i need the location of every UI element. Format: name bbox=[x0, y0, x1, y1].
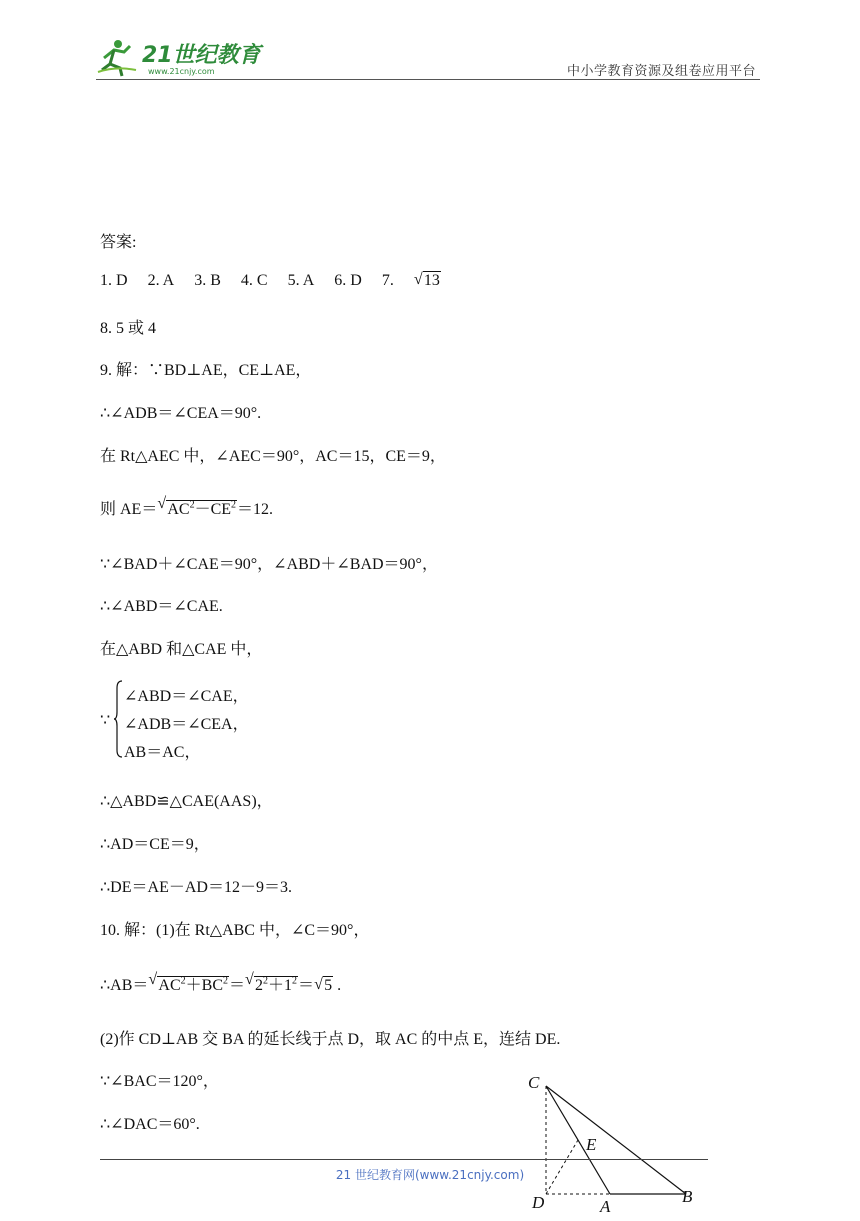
svg-text:21世纪教育: 21世纪教育 bbox=[142, 43, 261, 68]
system-row-2: ∠ADB＝∠CEA， bbox=[124, 716, 249, 733]
answer-8: 8. 5 或 4 bbox=[100, 320, 157, 337]
q10-line-2: ∴AB＝ √ $AC^2+BC^2=$ √ $2^2+1^2=$ √ 5 . bbox=[100, 971, 342, 994]
runner-icon bbox=[98, 40, 136, 76]
header-divider bbox=[96, 79, 760, 80]
answer-list bbox=[100, 272, 473, 290]
answer-7: 7. √ 13 bbox=[382, 272, 473, 289]
answer-2: 2. A bbox=[147, 272, 175, 289]
footer-link[interactable]: 21 世纪教育网(www.21cnjy.com) bbox=[335, 1168, 525, 1182]
geometry-figure bbox=[522, 1066, 712, 1216]
label-d: D bbox=[532, 1193, 545, 1212]
answer-1: 1. D bbox=[100, 272, 128, 289]
q9-line-3: 在 Rt△AEC 中，∠AEC＝90°，AC＝15，CE＝9， bbox=[100, 448, 446, 465]
answers-title: 答案: bbox=[100, 234, 137, 251]
q10-line-3: (2)作 CD⊥AB 交 BA 的延长线于点 D，取 AC 的中点 E，连结 DE. bbox=[100, 1031, 561, 1048]
q10-line-5: ∴∠DAC＝60°. bbox=[100, 1116, 200, 1133]
sqrt-13: √ 13 bbox=[413, 271, 440, 289]
q10-line-1: 10. 解：(1)在 Rt△ABC 中，∠C＝90°， bbox=[100, 922, 370, 939]
system-row-3: AB＝AC， bbox=[124, 744, 201, 761]
svg-text:www.21cnjy.com: www.21cnjy.com bbox=[148, 67, 215, 76]
answer-5: 5. A bbox=[287, 272, 315, 289]
q9-line-2: ∴∠ADB＝∠CEA＝90°. bbox=[100, 405, 262, 422]
sqrt-ac-ce: √ $AC^2-CE^2$ bbox=[157, 495, 237, 518]
q9-line-9: ∴AD＝CE＝9， bbox=[100, 836, 210, 853]
sqrt-ac-bc: √ $AC^2+BC^2$ bbox=[148, 971, 229, 994]
answer-6: 6. D bbox=[334, 272, 362, 289]
because-symbol: ∵ bbox=[100, 712, 111, 729]
q9-line-6: ∴∠ABD＝∠CAE. bbox=[100, 598, 223, 615]
q10-line-4: ∵∠BAC＝120°， bbox=[100, 1073, 219, 1090]
q9-line-8: ∴△ABD≌△CAE(AAS)， bbox=[100, 793, 273, 810]
q9-line-5: ∵∠BAD＋∠CAE＝90°，∠ABD＋∠BAD＝90°， bbox=[100, 556, 438, 573]
system-row-1: ∠ABD＝∠CAE， bbox=[124, 688, 249, 705]
q9-line-10: ∴DE＝AE－AD＝12－9＝3. bbox=[100, 879, 292, 896]
footer-divider bbox=[100, 1159, 708, 1160]
sqrt-2-1: √ $2^2+1^2$ bbox=[245, 971, 298, 994]
label-c: C bbox=[528, 1073, 540, 1092]
answer-4: 4. C bbox=[240, 272, 268, 289]
header-platform-text: 中小学教育资源及组卷应用平台 bbox=[566, 64, 756, 79]
label-a: A bbox=[600, 1197, 611, 1216]
site-logo bbox=[96, 36, 266, 80]
label-e: E bbox=[586, 1135, 597, 1154]
q9-line-7: 在△ABD 和△CAE 中， bbox=[100, 641, 263, 658]
answer-3: 3. B bbox=[194, 272, 221, 289]
label-b: B bbox=[682, 1187, 693, 1206]
left-brace-icon bbox=[113, 680, 123, 758]
q9-line-4: 则 AE＝ √ $AC^2-CE^2=12$. bbox=[100, 495, 274, 518]
q9-line-1: 9. 解：∵BD⊥AE，CE⊥AE， bbox=[100, 362, 312, 379]
equation-system bbox=[100, 680, 400, 760]
sqrt-5: √ 5 bbox=[314, 976, 333, 994]
